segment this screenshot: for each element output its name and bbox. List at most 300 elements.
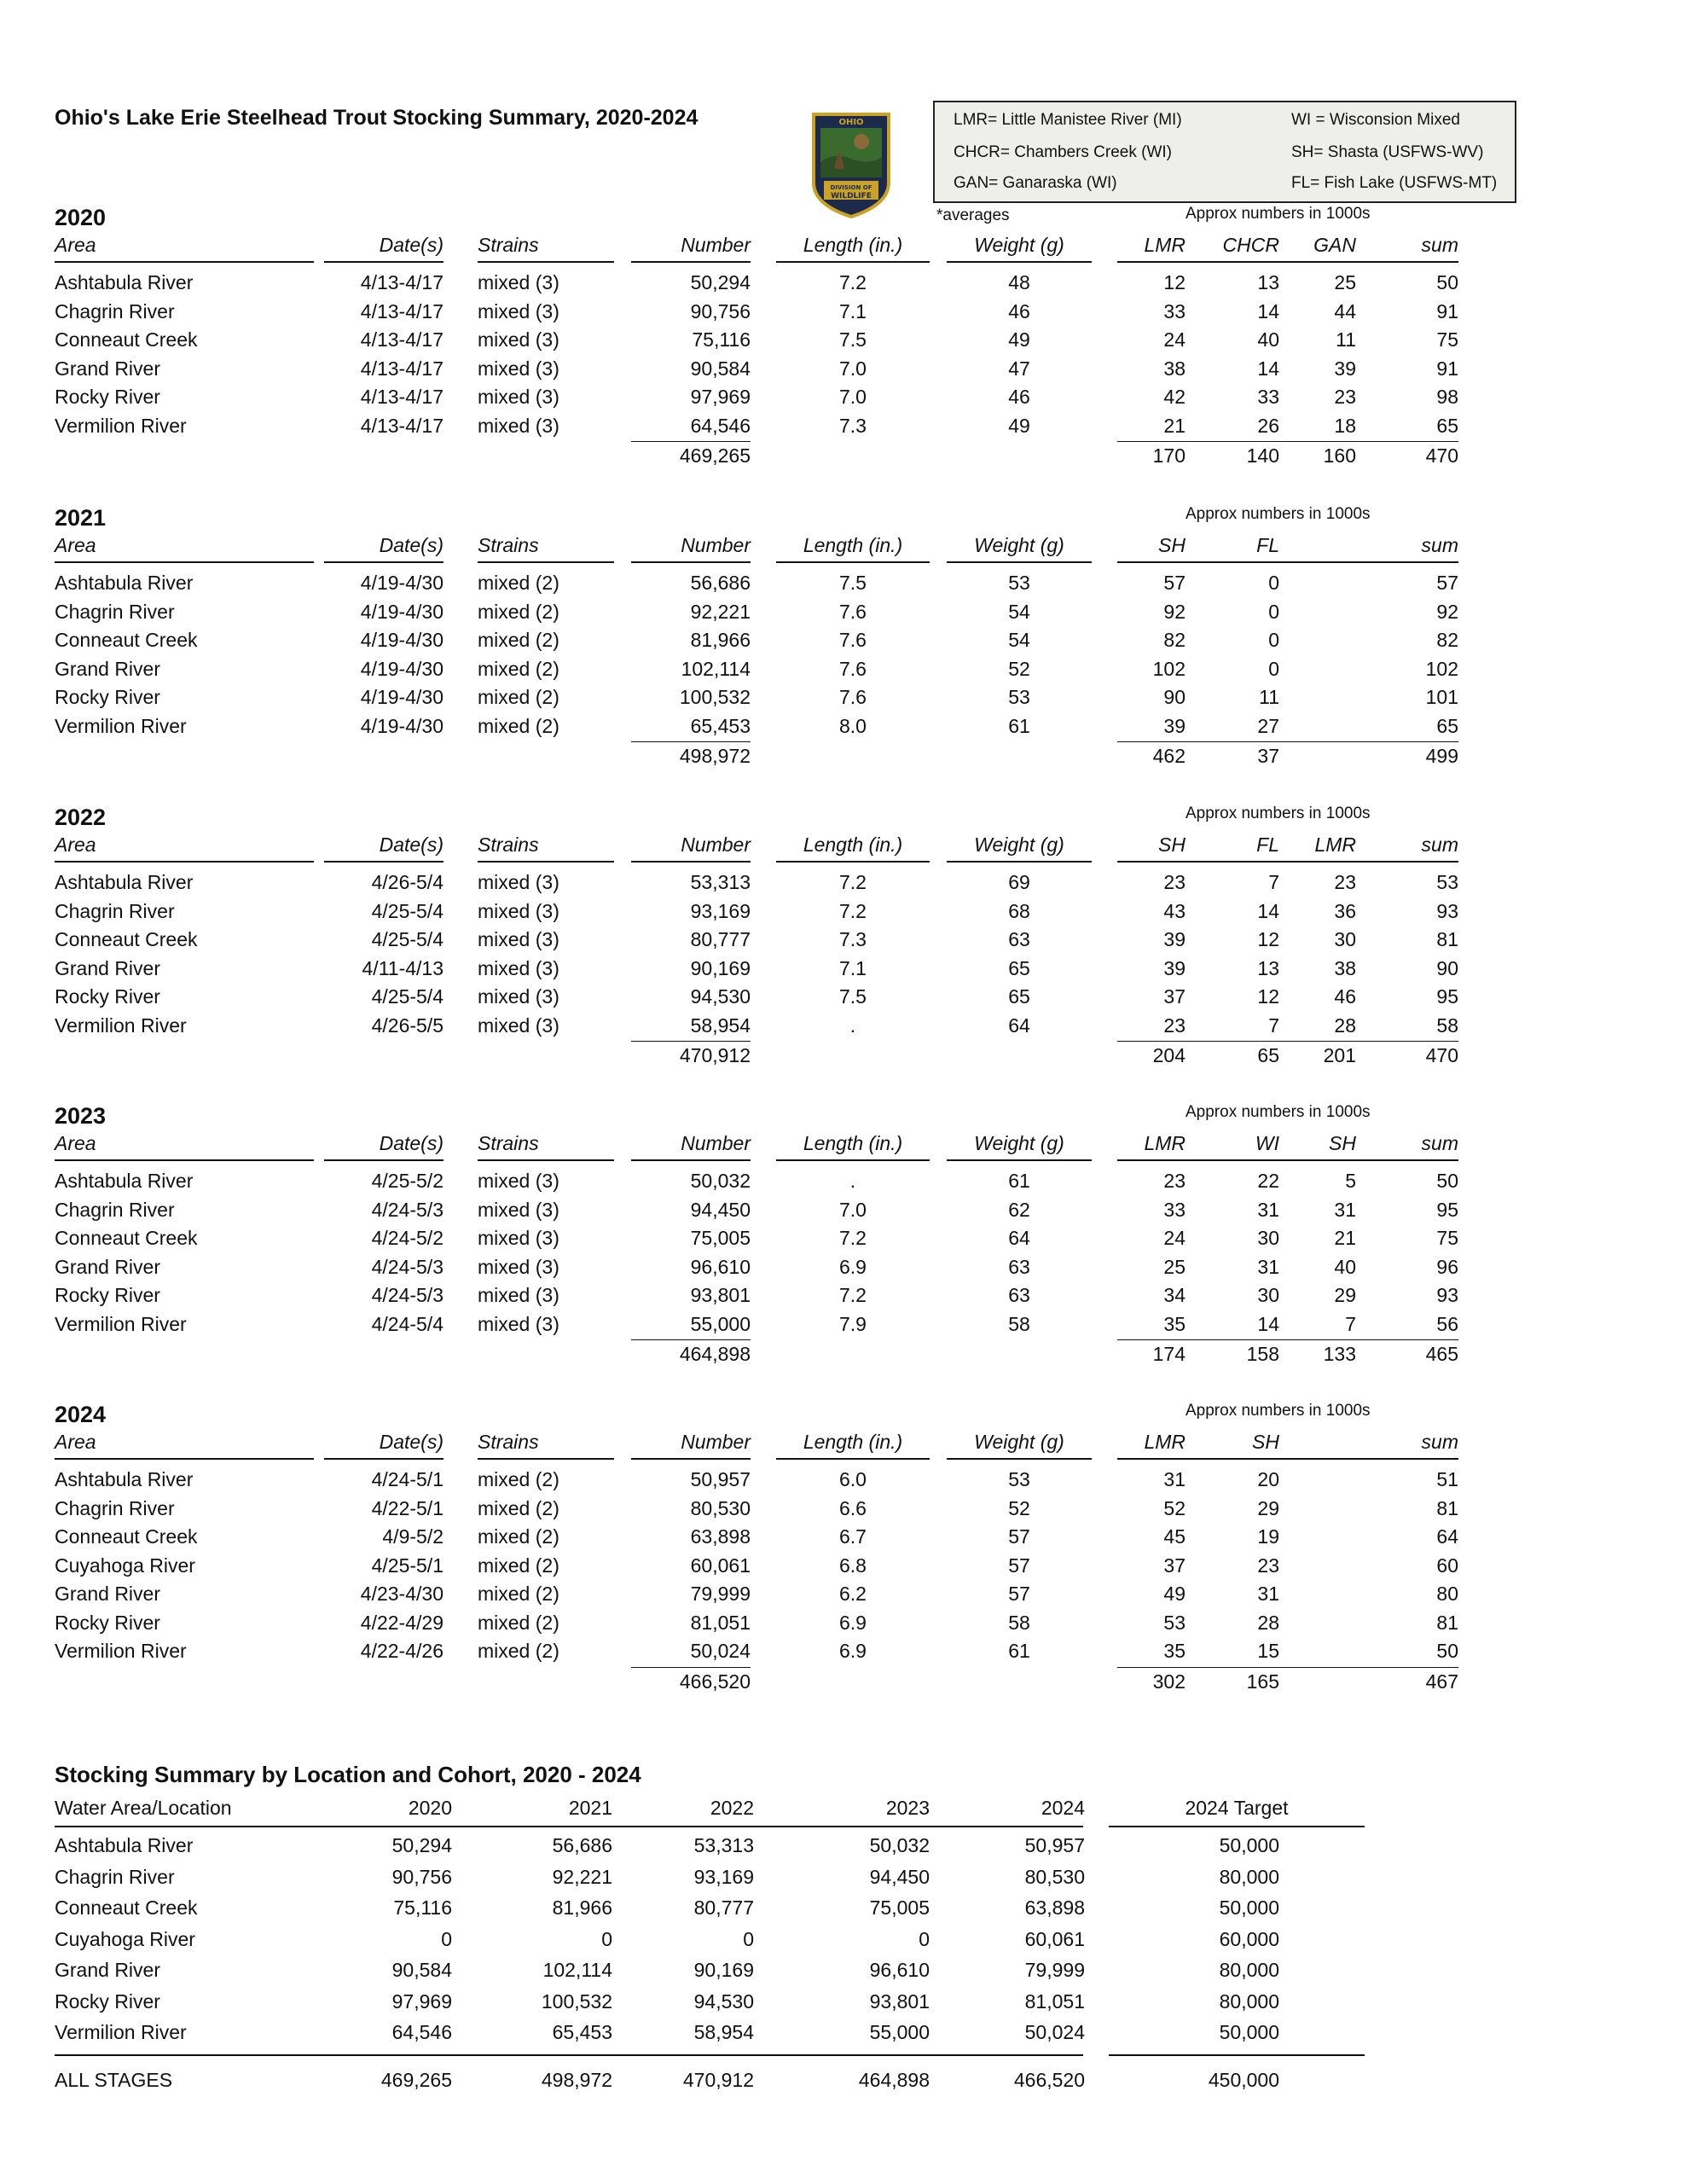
header-s1-2024: LMR bbox=[1144, 1431, 1186, 1453]
header-rule-2021-5 bbox=[947, 561, 1092, 563]
cell-area: Ashtabula River bbox=[55, 1468, 194, 1490]
table-row bbox=[0, 300, 1687, 329]
total-sum: 499 bbox=[1425, 745, 1458, 767]
cell-s3: 46 bbox=[1334, 985, 1356, 1008]
cell-s1: 57 bbox=[1163, 572, 1186, 594]
table-row bbox=[0, 1990, 1687, 2022]
header-s1-2020: LMR bbox=[1144, 234, 1186, 256]
header-rule-2022-4 bbox=[776, 861, 930, 863]
cell-strains: mixed (3) bbox=[478, 1255, 559, 1278]
header-s3-2022: LMR bbox=[1314, 834, 1356, 856]
legend-chcr: CHCR= Chambers Creek (WI) bbox=[954, 143, 1173, 161]
header-rule-2023-2 bbox=[478, 1159, 614, 1161]
header-rule-2024-4 bbox=[776, 1458, 930, 1460]
header-strains-2021: Strains bbox=[478, 534, 539, 556]
cell-s2: 20 bbox=[1257, 1468, 1279, 1490]
summary-cell-v2022: 58,954 bbox=[693, 2021, 754, 2043]
cell-weight: 63 bbox=[1008, 1284, 1030, 1306]
total-rule-number-2022 bbox=[631, 1041, 751, 1042]
table-row bbox=[0, 1468, 1687, 1497]
total-rule-number-2021 bbox=[631, 741, 751, 742]
cell-s3: 21 bbox=[1334, 1227, 1356, 1249]
cell-weight: 47 bbox=[1008, 357, 1030, 380]
total-s2: 140 bbox=[1246, 444, 1279, 467]
column-header-2023 bbox=[0, 1132, 1687, 1156]
header-rule-2020-1 bbox=[324, 261, 443, 263]
table-row bbox=[0, 1014, 1687, 1043]
header-dates-2022: Date(s) bbox=[379, 834, 443, 856]
cell-dates: 4/24-5/3 bbox=[371, 1198, 443, 1221]
header-dates-2024: Date(s) bbox=[379, 1431, 443, 1453]
cell-sum: 95 bbox=[1436, 985, 1458, 1008]
header-s2-2023: WI bbox=[1255, 1132, 1279, 1154]
cell-area: Rocky River bbox=[55, 386, 160, 408]
cell-number: 56,686 bbox=[690, 572, 751, 594]
cell-s1: 24 bbox=[1163, 1227, 1186, 1249]
cell-length: 7.9 bbox=[839, 1312, 867, 1335]
cell-weight: 54 bbox=[1008, 629, 1030, 651]
header-sum-2021: sum bbox=[1421, 534, 1458, 556]
summary-cell-target: 80,000 bbox=[1219, 1865, 1279, 1888]
cell-s3: 31 bbox=[1334, 1198, 1356, 1221]
cell-sum: 96 bbox=[1436, 1255, 1458, 1278]
header-strains-2024: Strains bbox=[478, 1431, 539, 1453]
cell-area: Grand River bbox=[55, 956, 160, 979]
summary-cell-v2023: 75,005 bbox=[869, 1896, 930, 1919]
table-row bbox=[0, 1313, 1687, 1342]
summary-cell-v2020: 90,584 bbox=[391, 1959, 452, 1981]
cell-strains: mixed (3) bbox=[478, 871, 559, 893]
cell-dates: 4/25-5/1 bbox=[371, 1554, 443, 1577]
summary-total-2021: 498,972 bbox=[541, 2069, 612, 2091]
summary-cell-v2022: 90,169 bbox=[693, 1959, 754, 1981]
cell-area: Grand River bbox=[55, 1583, 160, 1605]
cell-area: Vermilion River bbox=[55, 414, 187, 437]
cell-s1: 39 bbox=[1163, 956, 1186, 979]
cell-area: Conneaut Creek bbox=[55, 629, 198, 651]
total-rule-strains-2021 bbox=[1117, 741, 1458, 742]
approx-label-2023: Approx numbers in 1000s bbox=[1186, 1103, 1371, 1121]
cell-s2: 14 bbox=[1257, 357, 1279, 380]
cell-dates: 4/25-5/2 bbox=[371, 1170, 443, 1192]
cell-s1: 33 bbox=[1163, 299, 1186, 322]
cell-number: 80,777 bbox=[690, 928, 751, 950]
cell-weight: 49 bbox=[1008, 414, 1030, 437]
legend-lmr: LMR= Little Manistee River (MI) bbox=[954, 111, 1182, 129]
summary-cell-v2022: 0 bbox=[743, 1927, 754, 1950]
cell-strains: mixed (2) bbox=[478, 1496, 559, 1519]
cell-length: 6.7 bbox=[839, 1525, 867, 1548]
header-rule-2024-0 bbox=[55, 1458, 314, 1460]
cell-s2: 14 bbox=[1257, 299, 1279, 322]
total-number: 464,898 bbox=[679, 1343, 751, 1365]
header-rule-2022-0 bbox=[55, 861, 314, 863]
cell-strains: mixed (2) bbox=[478, 600, 559, 623]
cell-sum: 91 bbox=[1436, 357, 1458, 380]
header-area-2020: Area bbox=[55, 234, 96, 256]
header-s3-2023: SH bbox=[1329, 1132, 1356, 1154]
header-rule-2024-6 bbox=[1117, 1458, 1458, 1460]
summary-total-rule-target bbox=[1109, 2054, 1365, 2056]
cell-weight: 64 bbox=[1008, 1227, 1030, 1249]
cell-length: 7.5 bbox=[839, 985, 867, 1008]
cell-number: 60,061 bbox=[690, 1554, 751, 1577]
cell-dates: 4/26-5/4 bbox=[371, 871, 443, 893]
header-sum-2020: sum bbox=[1421, 234, 1458, 256]
total-row-2024 bbox=[0, 1670, 1687, 1696]
cell-length: 7.5 bbox=[839, 328, 867, 351]
summary-cell-v2022: 80,777 bbox=[693, 1896, 754, 1919]
header-rule-2024-1 bbox=[324, 1458, 443, 1460]
header-strains-2022: Strains bbox=[478, 834, 539, 856]
table-row bbox=[0, 900, 1687, 929]
cell-dates: 4/22-4/26 bbox=[360, 1640, 443, 1662]
summary-header-2021: 2021 bbox=[568, 1797, 612, 1819]
cell-strains: mixed (2) bbox=[478, 714, 559, 737]
header-area-2023: Area bbox=[55, 1132, 96, 1154]
cell-sum: 81 bbox=[1436, 1611, 1458, 1634]
legend-fl: FL= Fish Lake (USFWS-MT) bbox=[1291, 174, 1498, 192]
cell-s3: 11 bbox=[1336, 328, 1356, 351]
summary-cell-v2024: 50,024 bbox=[1024, 2021, 1085, 2043]
cell-s2: 15 bbox=[1257, 1640, 1279, 1662]
cell-strains: mixed (3) bbox=[478, 1284, 559, 1306]
cell-s1: 33 bbox=[1163, 1198, 1186, 1221]
summary-cell-v2021: 0 bbox=[601, 1927, 612, 1950]
summary-cell-v2022: 93,169 bbox=[693, 1865, 754, 1888]
column-header-2024 bbox=[0, 1431, 1687, 1455]
cell-length: 7.3 bbox=[839, 928, 867, 950]
cell-number: 58,954 bbox=[690, 1014, 751, 1037]
cell-strains: mixed (3) bbox=[478, 1170, 559, 1192]
total-s3: 133 bbox=[1323, 1343, 1356, 1365]
header-length-2020: Length (in.) bbox=[803, 234, 903, 256]
legend-gan: GAN= Ganaraska (WI) bbox=[954, 174, 1117, 192]
cell-area: Chagrin River bbox=[55, 299, 175, 322]
header-rule-2022-2 bbox=[478, 861, 614, 863]
cell-s1: 49 bbox=[1163, 1583, 1186, 1605]
cell-strains: mixed (3) bbox=[478, 299, 559, 322]
cell-s1: 92 bbox=[1163, 600, 1186, 623]
cell-length: 7.6 bbox=[839, 657, 867, 680]
table-row bbox=[0, 1612, 1687, 1641]
summary-header bbox=[0, 1797, 1687, 1822]
cell-number: 64,546 bbox=[690, 414, 751, 437]
cell-number: 93,801 bbox=[690, 1284, 751, 1306]
cell-sum: 57 bbox=[1436, 572, 1458, 594]
summary-cell-loc: Conneaut Creek bbox=[55, 1896, 198, 1919]
cell-strains: mixed (3) bbox=[478, 271, 559, 293]
cell-weight: 63 bbox=[1008, 928, 1030, 950]
table-row bbox=[0, 1896, 1687, 1928]
total-number: 469,265 bbox=[679, 444, 751, 467]
cell-s2: 14 bbox=[1257, 1312, 1279, 1335]
cell-s1: 39 bbox=[1163, 928, 1186, 950]
cell-length: 7.6 bbox=[839, 629, 867, 651]
cell-area: Chagrin River bbox=[55, 1198, 175, 1221]
summary-total-target: 450,000 bbox=[1208, 2069, 1279, 2091]
table-row bbox=[0, 1866, 1687, 1897]
total-s1: 302 bbox=[1152, 1670, 1186, 1693]
cell-s3: 18 bbox=[1334, 414, 1356, 437]
cell-strains: mixed (2) bbox=[478, 1611, 559, 1634]
table-row bbox=[0, 629, 1687, 658]
cell-number: 50,294 bbox=[690, 271, 751, 293]
cell-s2: 30 bbox=[1257, 1284, 1279, 1306]
cell-strains: mixed (2) bbox=[478, 572, 559, 594]
summary-cell-v2020: 0 bbox=[441, 1927, 452, 1950]
summary-header-rule bbox=[55, 1826, 1083, 1827]
cell-area: Conneaut Creek bbox=[55, 328, 198, 351]
summary-total-row bbox=[0, 2069, 1687, 2094]
cell-number: 90,584 bbox=[690, 357, 751, 380]
summary-total-2020: 469,265 bbox=[380, 2069, 452, 2091]
cell-s1: 45 bbox=[1163, 1525, 1186, 1548]
cell-s3: 44 bbox=[1334, 299, 1356, 322]
cell-dates: 4/24-5/1 bbox=[371, 1468, 443, 1490]
cell-s1: 34 bbox=[1163, 1284, 1186, 1306]
cell-length: 7.5 bbox=[839, 572, 867, 594]
cell-s1: 82 bbox=[1163, 629, 1186, 651]
cell-sum: 81 bbox=[1436, 928, 1458, 950]
cell-strains: mixed (2) bbox=[478, 629, 559, 651]
total-s2: 65 bbox=[1257, 1044, 1279, 1066]
cell-dates: 4/13-4/17 bbox=[360, 328, 443, 351]
cell-weight: 61 bbox=[1008, 714, 1030, 737]
table-row bbox=[0, 601, 1687, 630]
logo-bottom-text-1: DIVISION OF bbox=[830, 184, 872, 191]
summary-cell-v2022: 53,313 bbox=[693, 1834, 754, 1856]
cell-s1: 31 bbox=[1163, 1468, 1186, 1490]
summary-total-label: ALL STAGES bbox=[55, 2069, 173, 2091]
table-row bbox=[0, 2021, 1687, 2053]
cell-s1: 90 bbox=[1163, 686, 1186, 708]
cell-weight: 58 bbox=[1008, 1312, 1030, 1335]
cell-area: Chagrin River bbox=[55, 600, 175, 623]
header-rule-2023-4 bbox=[776, 1159, 930, 1161]
total-rule-number-2020 bbox=[631, 441, 751, 442]
header-strains-2023: Strains bbox=[478, 1132, 539, 1154]
cell-sum: 98 bbox=[1436, 386, 1458, 408]
table-row bbox=[0, 1497, 1687, 1526]
averages-note: *averages bbox=[936, 206, 1010, 224]
header-length-2024: Length (in.) bbox=[803, 1431, 903, 1453]
cell-s2: 0 bbox=[1268, 600, 1279, 623]
header-number-2023: Number bbox=[681, 1132, 751, 1154]
cell-area: Grand River bbox=[55, 357, 160, 380]
cell-s3: 5 bbox=[1345, 1170, 1356, 1192]
summary-header-target: 2024 Target bbox=[1185, 1797, 1289, 1819]
cell-s2: 7 bbox=[1268, 871, 1279, 893]
table-row bbox=[0, 1583, 1687, 1612]
summary-cell-loc: Vermilion River bbox=[55, 2021, 187, 2043]
cell-number: 50,032 bbox=[690, 1170, 751, 1192]
table-row bbox=[0, 1227, 1687, 1256]
summary-cell-v2022: 94,530 bbox=[693, 1989, 754, 2013]
cell-number: 75,116 bbox=[692, 328, 751, 351]
header-rule-2020-6 bbox=[1117, 261, 1458, 263]
cell-sum: 80 bbox=[1436, 1583, 1458, 1605]
cell-area: Rocky River bbox=[55, 1611, 160, 1634]
header-number-2022: Number bbox=[681, 834, 751, 856]
cell-area: Cuyahoga River bbox=[55, 1554, 195, 1577]
summary-total-rule bbox=[55, 2054, 1083, 2056]
header-rule-2023-5 bbox=[947, 1159, 1092, 1161]
header-rule-2021-6 bbox=[1117, 561, 1458, 563]
header-weight-2021: Weight (g) bbox=[974, 534, 1064, 556]
header-s1-2023: LMR bbox=[1144, 1132, 1186, 1154]
cell-number: 55,000 bbox=[690, 1312, 751, 1335]
total-sum: 467 bbox=[1425, 1670, 1458, 1693]
cell-s3: 7 bbox=[1345, 1312, 1356, 1335]
summary-cell-v2023: 96,610 bbox=[869, 1959, 930, 1981]
cell-weight: 62 bbox=[1008, 1198, 1030, 1221]
header-rule-2021-3 bbox=[631, 561, 751, 563]
summary-cell-v2020: 50,294 bbox=[391, 1834, 452, 1856]
cell-length: 6.2 bbox=[839, 1583, 867, 1605]
total-s1: 170 bbox=[1152, 444, 1186, 467]
table-row bbox=[0, 1284, 1687, 1313]
cell-s2: 23 bbox=[1257, 1554, 1279, 1577]
cell-s1: 53 bbox=[1163, 1611, 1186, 1634]
cell-sum: 75 bbox=[1436, 328, 1458, 351]
header-rule-2020-4 bbox=[776, 261, 930, 263]
year-heading-2022: 2022 bbox=[55, 804, 107, 830]
cell-number: 90,756 bbox=[690, 299, 751, 322]
cell-s1: 23 bbox=[1163, 1014, 1186, 1037]
cell-sum: 93 bbox=[1436, 899, 1458, 922]
cell-sum: 58 bbox=[1436, 1014, 1458, 1037]
total-rule-strains-2023 bbox=[1117, 1339, 1458, 1340]
total-s3: 160 bbox=[1323, 444, 1356, 467]
total-rule-strains-2024 bbox=[1117, 1667, 1458, 1668]
summary-cell-v2021: 92,221 bbox=[552, 1865, 612, 1888]
cell-area: Rocky River bbox=[55, 985, 160, 1008]
cell-s1: 21 bbox=[1163, 414, 1186, 437]
cell-area: Conneaut Creek bbox=[55, 928, 198, 950]
legend-sh: SH= Shasta (USFWS-WV) bbox=[1291, 143, 1484, 161]
cell-weight: 65 bbox=[1008, 956, 1030, 979]
cell-s1: 52 bbox=[1163, 1496, 1186, 1519]
cell-s2: 31 bbox=[1257, 1198, 1279, 1221]
cell-weight: 54 bbox=[1008, 600, 1030, 623]
header-s1-2021: SH bbox=[1158, 534, 1186, 556]
summary-cell-v2021: 102,114 bbox=[542, 1959, 612, 1981]
cell-length: 7.2 bbox=[839, 1227, 867, 1249]
year-heading-2024: 2024 bbox=[55, 1402, 107, 1427]
header-rule-2023-3 bbox=[631, 1159, 751, 1161]
cell-s2: 13 bbox=[1257, 271, 1279, 293]
cell-length: 7.6 bbox=[839, 686, 867, 708]
cell-s2: 0 bbox=[1268, 657, 1279, 680]
legend-wi: WI = Wisconsion Mixed bbox=[1291, 111, 1460, 129]
year-heading-2020: 2020 bbox=[55, 205, 107, 230]
summary-cell-v2020: 97,969 bbox=[391, 1989, 452, 2013]
table-row bbox=[0, 871, 1687, 900]
cell-s1: 23 bbox=[1163, 871, 1186, 893]
cell-s2: 11 bbox=[1259, 686, 1279, 708]
cell-strains: mixed (2) bbox=[478, 657, 559, 680]
cell-s1: 35 bbox=[1163, 1312, 1186, 1335]
cell-dates: 4/19-4/30 bbox=[360, 657, 443, 680]
cell-dates: 4/24-5/4 bbox=[371, 1312, 443, 1335]
total-row-2022 bbox=[0, 1044, 1687, 1070]
header-dates-2023: Date(s) bbox=[379, 1132, 443, 1154]
summary-header-2022: 2022 bbox=[710, 1797, 754, 1819]
header-s2-2022: FL bbox=[1256, 834, 1279, 856]
cell-number: 96,610 bbox=[690, 1255, 751, 1278]
cell-strains: mixed (3) bbox=[478, 899, 559, 922]
cell-weight: 49 bbox=[1008, 328, 1030, 351]
header-rule-2022-1 bbox=[324, 861, 443, 863]
cell-s3: 36 bbox=[1334, 899, 1356, 922]
ohio-wildlife-logo bbox=[809, 109, 894, 220]
cell-s1: 37 bbox=[1163, 985, 1186, 1008]
cell-sum: 92 bbox=[1436, 600, 1458, 623]
summary-cell-v2020: 90,756 bbox=[391, 1865, 452, 1888]
cell-dates: 4/22-4/29 bbox=[360, 1611, 443, 1634]
cell-dates: 4/25-5/4 bbox=[371, 985, 443, 1008]
column-header-2022 bbox=[0, 834, 1687, 857]
year-heading-2023: 2023 bbox=[55, 1103, 107, 1129]
cell-dates: 4/13-4/17 bbox=[360, 271, 443, 293]
header-weight-2022: Weight (g) bbox=[974, 834, 1064, 856]
column-header-2020 bbox=[0, 234, 1687, 258]
total-number: 498,972 bbox=[679, 745, 751, 767]
header-rule-2023-6 bbox=[1117, 1159, 1458, 1161]
table-row bbox=[0, 658, 1687, 687]
page-title: Ohio's Lake Erie Steelhead Trout Stocking Summary, 2020-2024 bbox=[55, 106, 699, 130]
cell-sum: 65 bbox=[1436, 714, 1458, 737]
header-rule-2024-2 bbox=[478, 1458, 614, 1460]
header-area-2021: Area bbox=[55, 534, 96, 556]
cell-s3: 28 bbox=[1334, 1014, 1356, 1037]
total-sum: 470 bbox=[1425, 444, 1458, 467]
cell-weight: 69 bbox=[1008, 871, 1030, 893]
table-row bbox=[0, 957, 1687, 986]
header-weight-2024: Weight (g) bbox=[974, 1431, 1064, 1453]
cell-weight: 58 bbox=[1008, 1611, 1030, 1634]
total-row-2021 bbox=[0, 745, 1687, 770]
cell-s1: 12 bbox=[1163, 271, 1186, 293]
cell-area: Ashtabula River bbox=[55, 271, 194, 293]
cell-number: 80,530 bbox=[690, 1496, 751, 1519]
summary-rows bbox=[0, 1834, 1687, 2053]
summary-cell-v2020: 64,546 bbox=[391, 2021, 452, 2043]
cell-sum: 50 bbox=[1436, 1170, 1458, 1192]
cell-dates: 4/11-4/13 bbox=[362, 956, 443, 979]
header-rule-2022-5 bbox=[947, 861, 1092, 863]
cell-s1: 39 bbox=[1163, 714, 1186, 737]
table-row bbox=[0, 572, 1687, 601]
cell-length: 6.9 bbox=[839, 1255, 867, 1278]
cell-dates: 4/24-5/2 bbox=[371, 1227, 443, 1249]
total-number: 470,912 bbox=[679, 1044, 751, 1066]
cell-length: 7.2 bbox=[839, 271, 867, 293]
summary-cell-v2021: 81,966 bbox=[552, 1896, 612, 1919]
cell-weight: 57 bbox=[1008, 1554, 1030, 1577]
cell-strains: mixed (2) bbox=[478, 1468, 559, 1490]
cell-s2: 26 bbox=[1257, 414, 1279, 437]
cell-s2: 33 bbox=[1257, 386, 1279, 408]
total-s1: 174 bbox=[1152, 1343, 1186, 1365]
cell-strains: mixed (3) bbox=[478, 1227, 559, 1249]
cell-strains: mixed (3) bbox=[478, 1198, 559, 1221]
summary-header-2024: 2024 bbox=[1041, 1797, 1085, 1819]
header-rule-2022-3 bbox=[631, 861, 751, 863]
cell-area: Vermilion River bbox=[55, 714, 187, 737]
cell-weight: 65 bbox=[1008, 985, 1030, 1008]
